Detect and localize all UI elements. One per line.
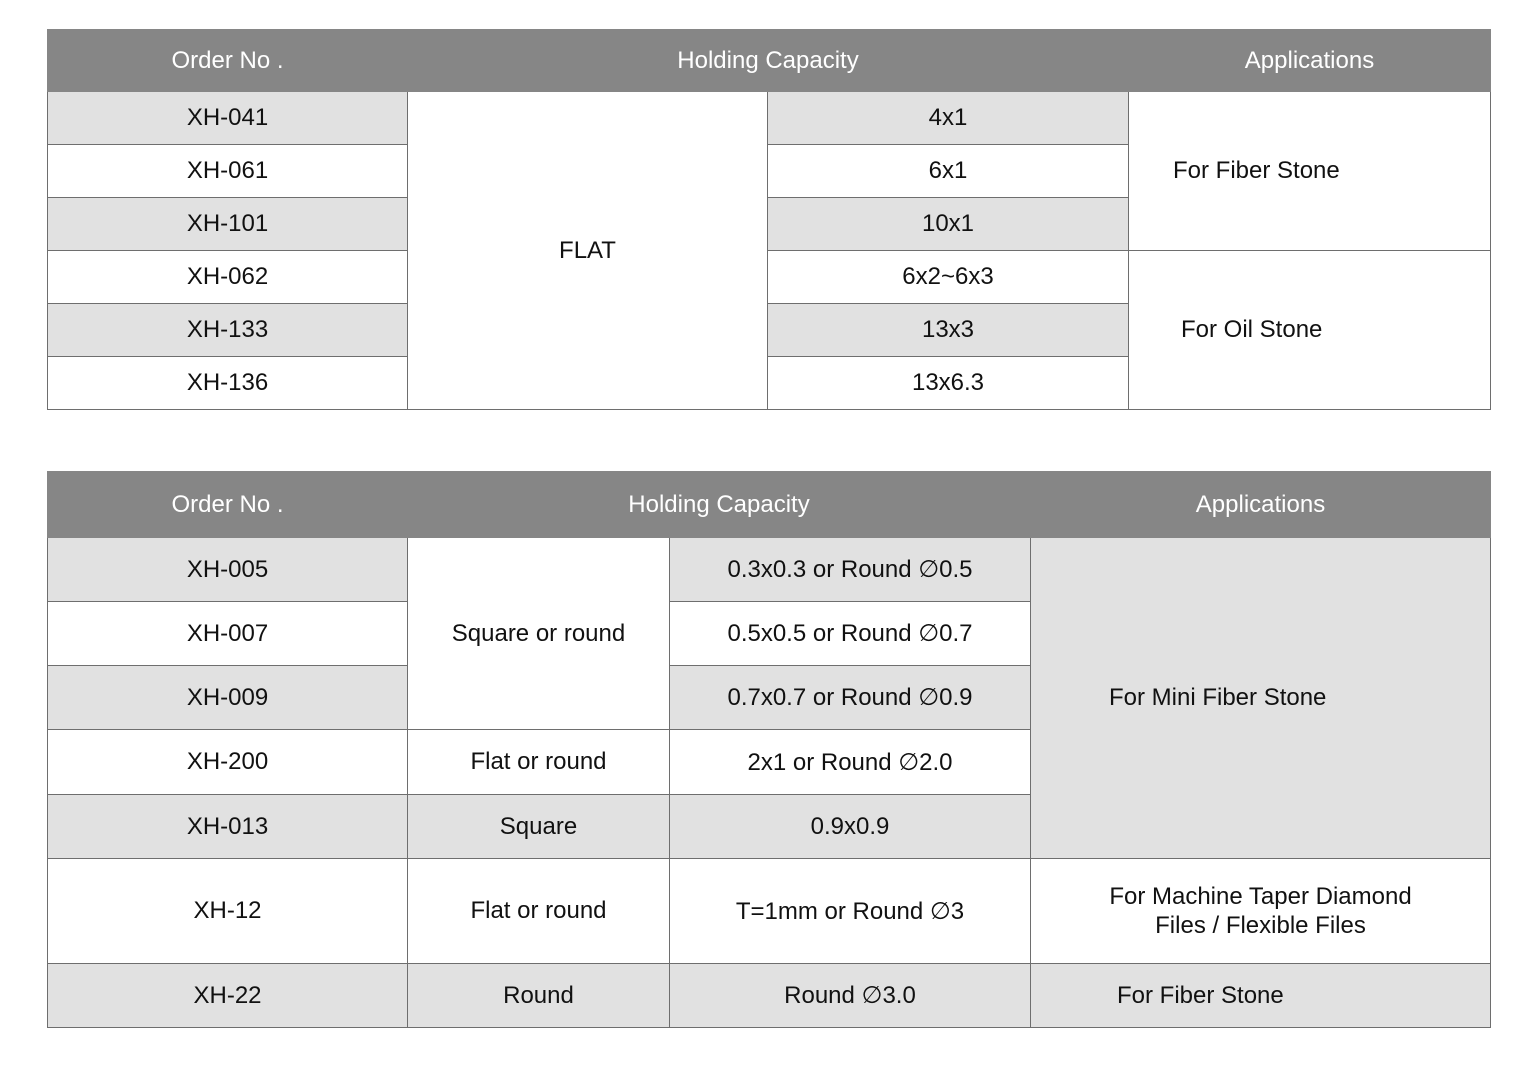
- table-header-row: [48, 30, 1491, 92]
- order-no-cell: XH-005: [48, 538, 408, 602]
- holding-size-cell: Round ∅3.0: [670, 964, 1031, 1028]
- holding-size-cell: 6x1: [768, 145, 1129, 198]
- order-no-cell: XH-101: [48, 198, 408, 251]
- holder-table-mini: [47, 471, 1491, 1028]
- order-no-cell: XH-007: [48, 602, 408, 666]
- holding-size-cell: 0.7x0.7 or Round ∅0.9: [670, 666, 1031, 730]
- header-applications: Applications: [1031, 472, 1491, 538]
- application-cell: For Fiber Stone: [1129, 92, 1491, 251]
- holding-type-cell: Flat or round: [408, 730, 670, 795]
- holding-size-cell: 6x2~6x3: [768, 251, 1129, 304]
- holding-size-cell: T=1mm or Round ∅3: [670, 859, 1031, 964]
- application-cell: For Mini Fiber Stone: [1031, 538, 1491, 859]
- holding-size-cell: 4x1: [768, 92, 1129, 145]
- application-line: Files / Flexible Files: [1155, 912, 1366, 939]
- application-cell: [1031, 859, 1491, 964]
- header-holding-capacity: Holding Capacity: [408, 30, 1129, 92]
- order-no-cell: XH-013: [48, 795, 408, 859]
- order-no-cell: XH-061: [48, 145, 408, 198]
- application-cell: For Oil Stone: [1129, 251, 1491, 410]
- order-no-cell: XH-062: [48, 251, 408, 304]
- holding-type-cell: Square: [408, 795, 670, 859]
- table-row: [48, 251, 1491, 304]
- order-no-cell: XH-041: [48, 92, 408, 145]
- holding-size-cell: 0.3x0.3 or Round ∅0.5: [670, 538, 1031, 602]
- header-holding-capacity: Holding Capacity: [408, 472, 1031, 538]
- header-order-no: Order No .: [48, 30, 408, 92]
- holding-size-cell: 13x6.3: [768, 357, 1129, 410]
- application-line: For Machine Taper Diamond: [1109, 883, 1412, 910]
- table-row: [48, 964, 1491, 1028]
- holding-type-cell: Flat or round: [408, 859, 670, 964]
- order-no-cell: XH-22: [48, 964, 408, 1028]
- table-row: [48, 538, 1491, 602]
- order-no-cell: XH-136: [48, 357, 408, 410]
- order-no-cell: XH-200: [48, 730, 408, 795]
- holding-size-cell: 2x1 or Round ∅2.0: [670, 730, 1031, 795]
- table-row: [48, 92, 1491, 145]
- header-applications: Applications: [1129, 30, 1491, 92]
- holding-type-cell: Round: [408, 964, 670, 1028]
- holding-type-cell: FLAT: [408, 92, 768, 410]
- application-cell: For Fiber Stone: [1031, 964, 1491, 1028]
- order-no-cell: XH-133: [48, 304, 408, 357]
- table-header-row: [48, 472, 1491, 538]
- order-no-cell: XH-12: [48, 859, 408, 964]
- holding-size-cell: 13x3: [768, 304, 1129, 357]
- holding-size-cell: 0.9x0.9: [670, 795, 1031, 859]
- header-order-no: Order No .: [48, 472, 408, 538]
- holder-table-flat: [47, 29, 1491, 410]
- table-row: [48, 859, 1491, 964]
- holding-type-cell: Square or round: [408, 538, 670, 730]
- holding-size-cell: 10x1: [768, 198, 1129, 251]
- holding-size-cell: 0.5x0.5 or Round ∅0.7: [670, 602, 1031, 666]
- order-no-cell: XH-009: [48, 666, 408, 730]
